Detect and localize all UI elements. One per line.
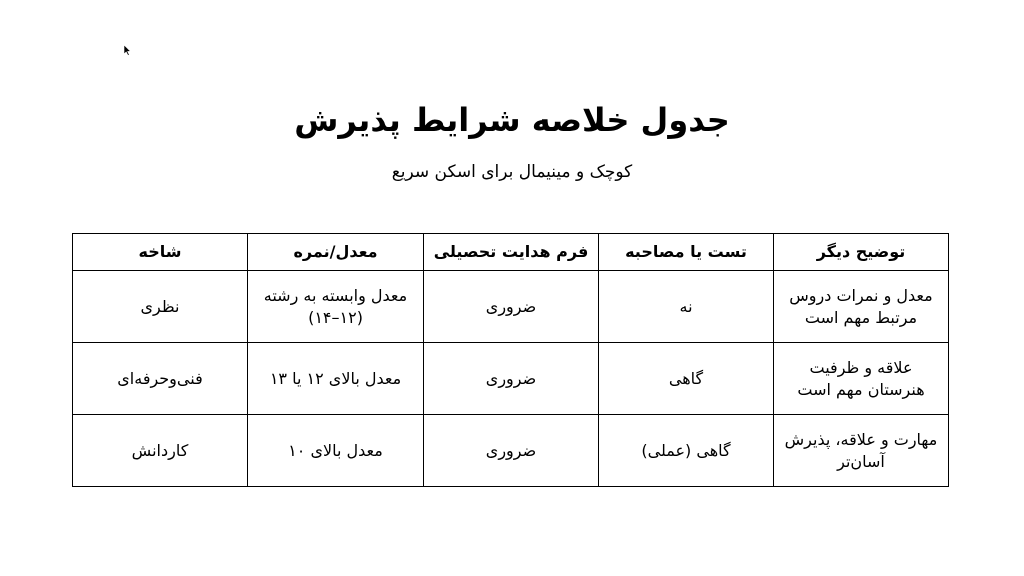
cell-other-notes: علاقه و ظرفیت هنرستان مهم است (774, 343, 949, 415)
header-branch: شاخه (73, 234, 248, 271)
table-row (73, 271, 949, 343)
table-header-row (73, 234, 949, 271)
header-guidance-form: فرم هدایت تحصیلی (424, 234, 599, 271)
header-other-notes: توضیح دیگر (774, 234, 949, 271)
cell-gpa: معدل وابسته به رشته (۱۲–۱۴) (248, 271, 424, 343)
cell-test-or-interview: گاهی (599, 343, 774, 415)
cell-gpa: معدل بالای ۱۲ یا ۱۳ (248, 343, 424, 415)
header-test-or-interview: تست یا مصاحبه (599, 234, 774, 271)
mouse-pointer-icon (124, 45, 132, 56)
page-title: جدول خلاصه شرایط پذیرش (294, 101, 730, 139)
cell-branch: فنی‌وحرفه‌ای (73, 343, 248, 415)
cell-guidance-form: ضروری (424, 271, 599, 343)
page-subtitle: کوچک و مینیمال برای اسکن سریع (391, 162, 633, 182)
cell-test-or-interview: گاهی (عملی) (599, 415, 774, 487)
cell-guidance-form: ضروری (424, 343, 599, 415)
cell-other-notes: معدل و نمرات دروس مرتبط مهم است (774, 271, 949, 343)
cell-branch: کاردانش (73, 415, 248, 487)
header-gpa: معدل/نمره (248, 234, 424, 271)
cell-branch: نظری (73, 271, 248, 343)
cell-gpa: معدل بالای ۱۰ (248, 415, 424, 487)
admission-summary-table (72, 233, 949, 487)
table-row (73, 343, 949, 415)
cell-guidance-form: ضروری (424, 415, 599, 487)
cell-other-notes: مهارت و علاقه، پذیرش آسان‌تر (774, 415, 949, 487)
table-row (73, 415, 949, 487)
cell-test-or-interview: نه (599, 271, 774, 343)
